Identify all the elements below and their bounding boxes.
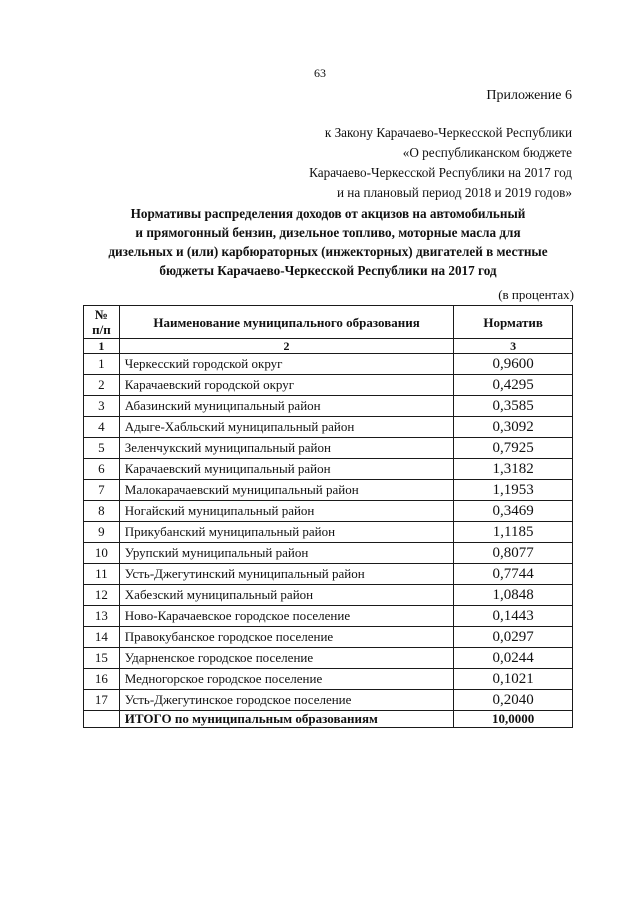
municipality-name: Усть-Джегутинский муниципальный район [119,564,454,585]
column-numbers-row [84,339,573,354]
row-number: 1 [84,354,120,375]
row-number: 5 [84,438,120,459]
municipality-name: Малокарачаевский муниципальный район [119,480,454,501]
table-row [84,690,573,711]
title-line: бюджеты Карачаево-Черкесской Республики на 2017 год [159,263,497,278]
title-line: и прямогонный бензин, дизельное топливо, моторные масла для [135,225,521,240]
column-number: 2 [119,339,454,354]
municipality-name: Черкесский городской округ [119,354,454,375]
header-number-symbol: № [94,307,108,322]
municipality-name: Зеленчукский муниципальный район [119,438,454,459]
header-number [84,306,120,339]
row-number: 12 [84,585,120,606]
municipality-name: Ногайский муниципальный район [119,501,454,522]
table-row [84,417,573,438]
header-number-abbr: п/п [92,322,111,337]
municipality-name: Ударненское городское поселение [119,648,454,669]
norm-value: 0,1021 [454,669,573,690]
municipality-name: Правокубанское городское поселение [119,627,454,648]
municipality-name: Медногорское городское поселение [119,669,454,690]
row-number: 10 [84,543,120,564]
table-row [84,522,573,543]
row-number: 8 [84,501,120,522]
law-reference-line: и на плановый период 2018 и 2019 годов» [336,185,572,200]
column-number: 3 [454,339,573,354]
row-number: 14 [84,627,120,648]
table-row [84,480,573,501]
norm-value: 0,3092 [454,417,573,438]
norm-value: 0,3469 [454,501,573,522]
table-row [84,396,573,417]
municipality-name: Адыге-Хабльский муниципальный район [119,417,454,438]
municipality-name: Ново-Карачаевское городское поселение [119,606,454,627]
table-row [84,606,573,627]
table-row [84,501,573,522]
row-number: 4 [84,417,120,438]
table-row [84,648,573,669]
row-number: 7 [84,480,120,501]
table-row [84,543,573,564]
municipality-name: Усть-Джегутинское городское поселение [119,690,454,711]
row-number: 15 [84,648,120,669]
total-label: ИТОГО по муниципальным образованиям [119,711,454,728]
municipality-name: Карачаевский городской округ [119,375,454,396]
appendix-label: Приложение 6 [486,88,572,103]
table-row [84,564,573,585]
table-row [84,354,573,375]
table-row [84,375,573,396]
norm-value: 0,8077 [454,543,573,564]
law-reference [309,123,572,203]
norm-value: 0,4295 [454,375,573,396]
document-title [80,204,576,280]
municipality-name: Карачаевский муниципальный район [119,459,454,480]
row-number: 9 [84,522,120,543]
municipality-name: Прикубанский муниципальный район [119,522,454,543]
norm-value: 1,1953 [454,480,573,501]
norm-value: 1,1185 [454,522,573,543]
norm-value: 0,0244 [454,648,573,669]
unit-note: (в процентах) [498,287,574,302]
norm-value: 0,2040 [454,690,573,711]
table-row [84,438,573,459]
title-line: Нормативы распределения доходов от акцизов на автомобильный [130,206,526,221]
header-name: Наименование муниципального образования [119,306,454,339]
municipality-name: Абазинский муниципальный район [119,396,454,417]
row-number: 6 [84,459,120,480]
table-row [84,627,573,648]
norm-value: 0,7744 [454,564,573,585]
law-reference-line: к Закону Карачаево-Черкесской Республики [324,125,572,140]
municipality-name: Урупский муниципальный район [119,543,454,564]
table-header-row [84,306,573,339]
total-value: 10,0000 [454,711,573,728]
law-reference-line: Карачаево-Черкесской Республики на 2017 год [309,165,572,180]
norm-value: 0,3585 [454,396,573,417]
row-number: 3 [84,396,120,417]
norm-value: 0,7925 [454,438,573,459]
norm-value: 1,3182 [454,459,573,480]
norms-table [83,305,573,728]
header-value: Норматив [454,306,573,339]
column-number: 1 [84,339,120,354]
title-line: дизельных и (или) карбюраторных (инжекторных) двигателей в местные [108,244,548,259]
norm-value: 1,0848 [454,585,573,606]
law-reference-line: «О республиканском бюджете [402,145,572,160]
row-number: 17 [84,690,120,711]
row-number: 11 [84,564,120,585]
norm-value: 0,0297 [454,627,573,648]
table-row [84,585,573,606]
municipality-name: Хабезский муниципальный район [119,585,454,606]
row-number: 2 [84,375,120,396]
total-row [84,711,573,728]
table-row [84,669,573,690]
table-row [84,459,573,480]
norm-value: 0,1443 [454,606,573,627]
total-number-cell [84,711,120,728]
table-body [84,354,573,711]
page-number: 63 [314,66,326,80]
norm-value: 0,9600 [454,354,573,375]
row-number: 16 [84,669,120,690]
row-number: 13 [84,606,120,627]
